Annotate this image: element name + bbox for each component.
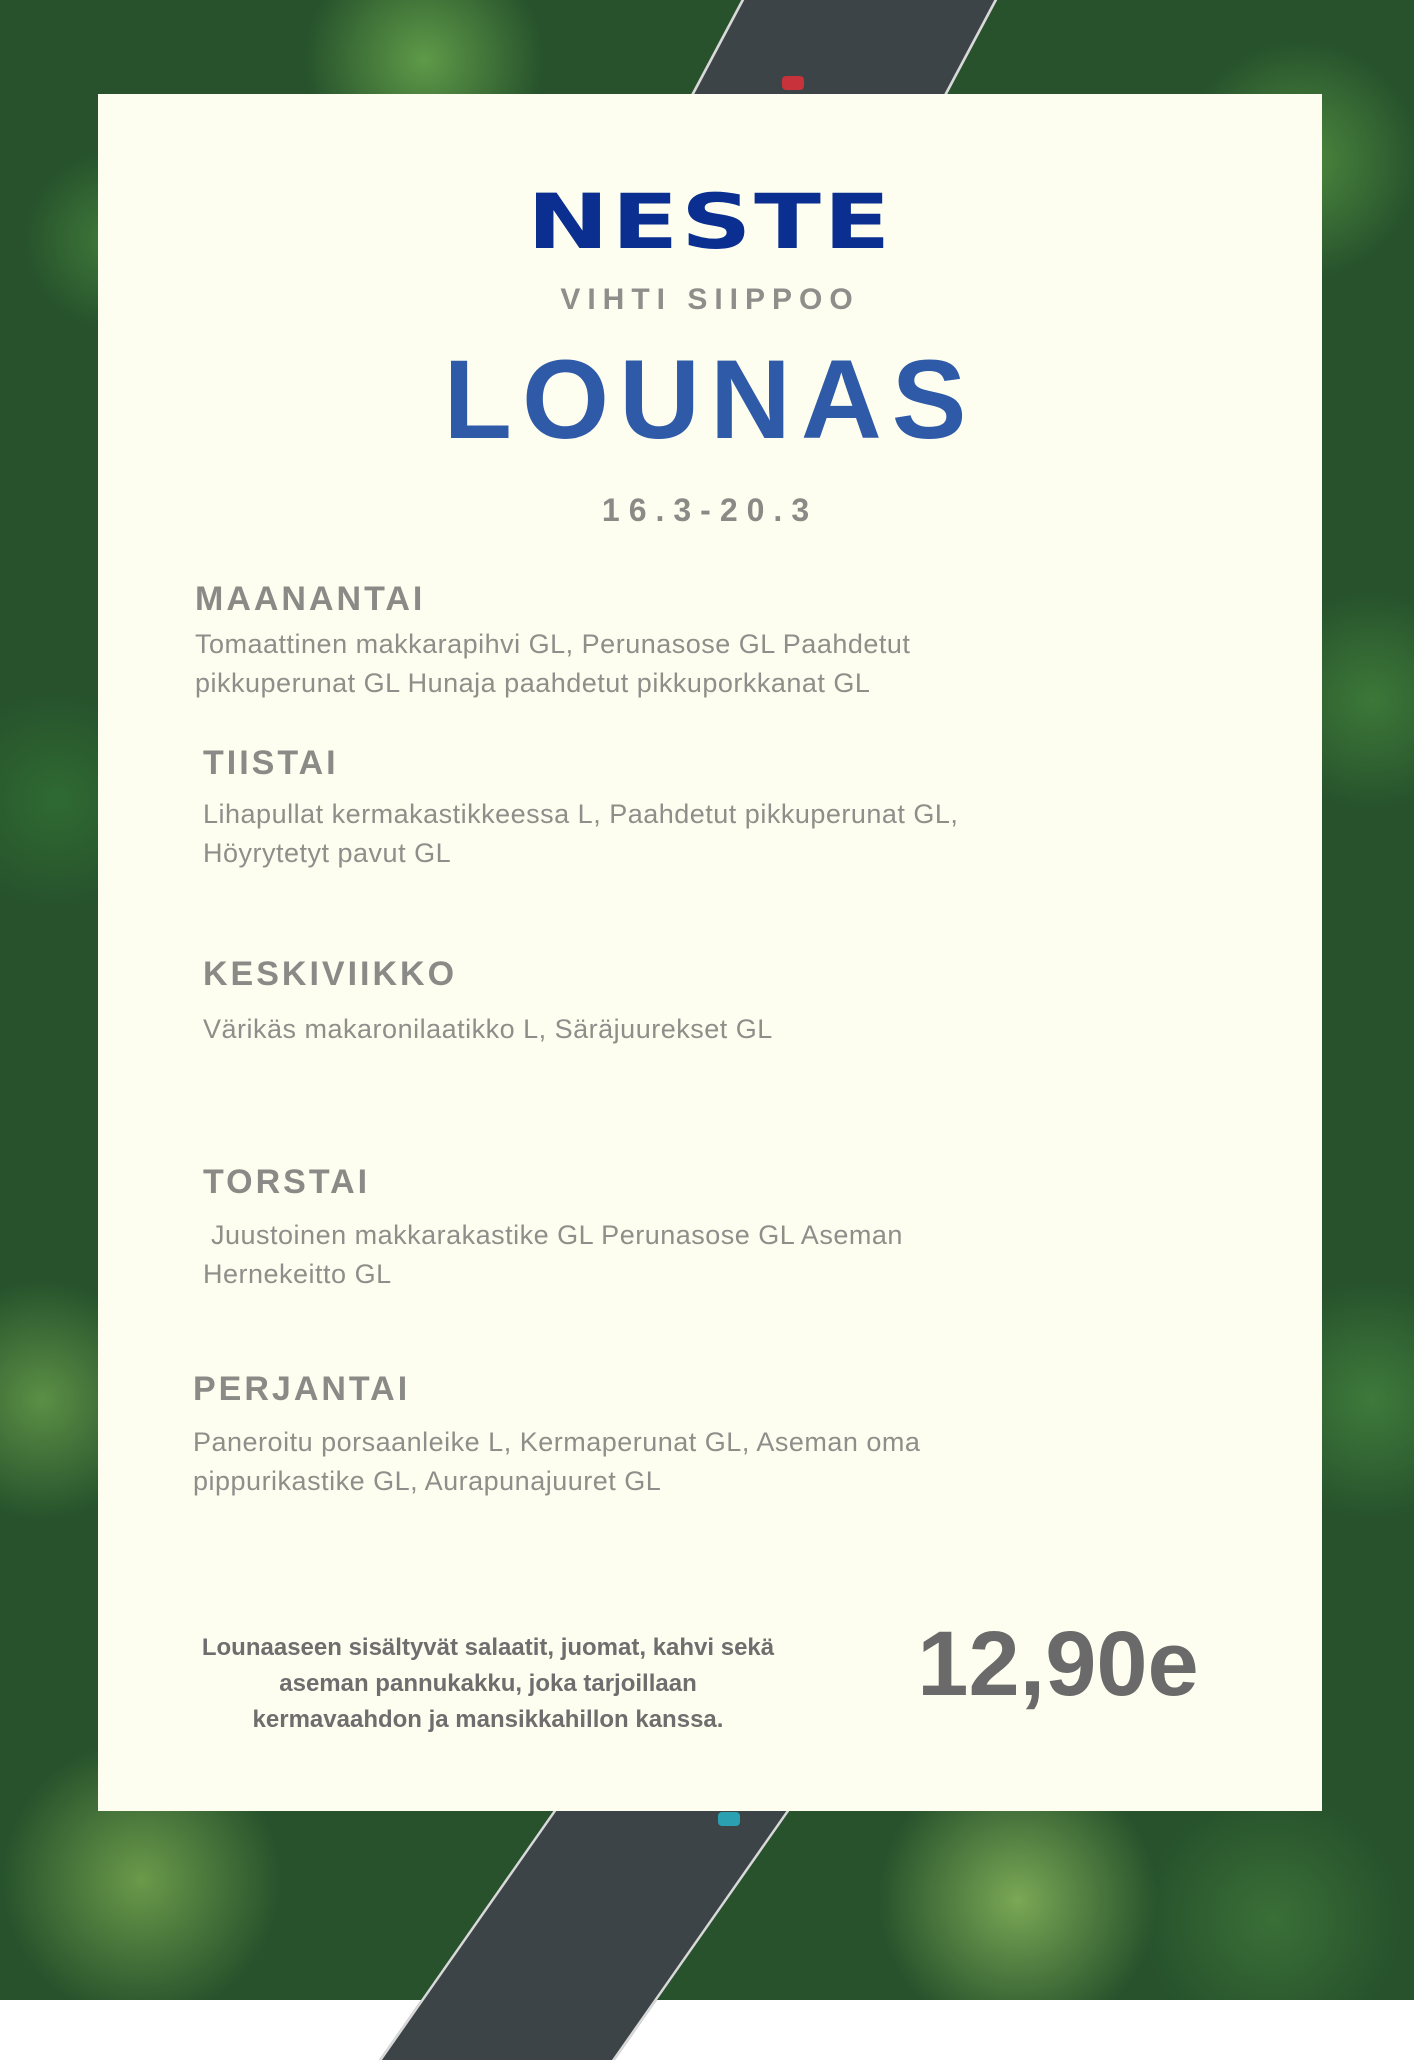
lunch-includes-note [198, 1630, 778, 1738]
location-label: VIHTI SIIPPOO [560, 283, 860, 316]
day-friday [193, 1370, 1093, 1501]
day-dishes: pippurikastike GL, Aurapunajuuret GL [193, 1466, 662, 1496]
day-dishes: Hernekeitto GL [203, 1259, 392, 1289]
red-car [782, 76, 804, 90]
day-dishes: Höyrytetyt pavut GL [203, 838, 452, 868]
day-name: KESKIVIIKKO [203, 955, 458, 993]
lunch-price: 12,90e [917, 1613, 1199, 1715]
logo-text: NESTE [527, 190, 893, 254]
road-bottom [379, 1800, 797, 2060]
menu-card [98, 94, 1322, 1811]
page-title: LOUNAS [443, 337, 977, 462]
day-name: TORSTAI [203, 1163, 371, 1201]
day-dishes: Lihapullat kermakastikkeessa L, Paahdetut pikkuperunat GL, [203, 799, 959, 829]
day-dishes: Värikäs makaronilaatikko L, Säräjuurekset GL [203, 1014, 773, 1044]
date-range: 16.3-20.3 [601, 492, 819, 528]
blue-car [718, 1812, 740, 1826]
day-dishes: Paneroitu porsaanleike L, Kermaperunat GL, Aseman oma [193, 1427, 921, 1457]
neste-logo [98, 190, 1322, 259]
day-tuesday [203, 744, 1103, 873]
note-line: kermavaahdon ja mansikkahillon kanssa. [252, 1706, 724, 1733]
day-name: PERJANTAI [193, 1370, 411, 1408]
day-dishes: Tomaattinen makkarapihvi GL, Perunasose GL Paahdetut [195, 629, 911, 659]
day-name: MAANANTAI [195, 580, 426, 618]
day-name: TIISTAI [203, 744, 339, 782]
day-thursday [203, 1163, 1103, 1294]
note-line: aseman pannukakku, joka tarjoillaan [279, 1670, 697, 1697]
day-dishes: Juustoinen makkarakastike GL Perunasose GL Aseman [203, 1220, 903, 1250]
note-line: Lounaaseen sisältyvät salaatit, juomat, kahvi sekä [201, 1634, 775, 1661]
day-wednesday [203, 955, 1103, 1049]
day-monday [195, 580, 1095, 703]
day-dishes: pikkuperunat GL Hunaja paahdetut pikkuporkkanat GL [195, 668, 871, 698]
neste-logo-icon [525, 190, 895, 254]
